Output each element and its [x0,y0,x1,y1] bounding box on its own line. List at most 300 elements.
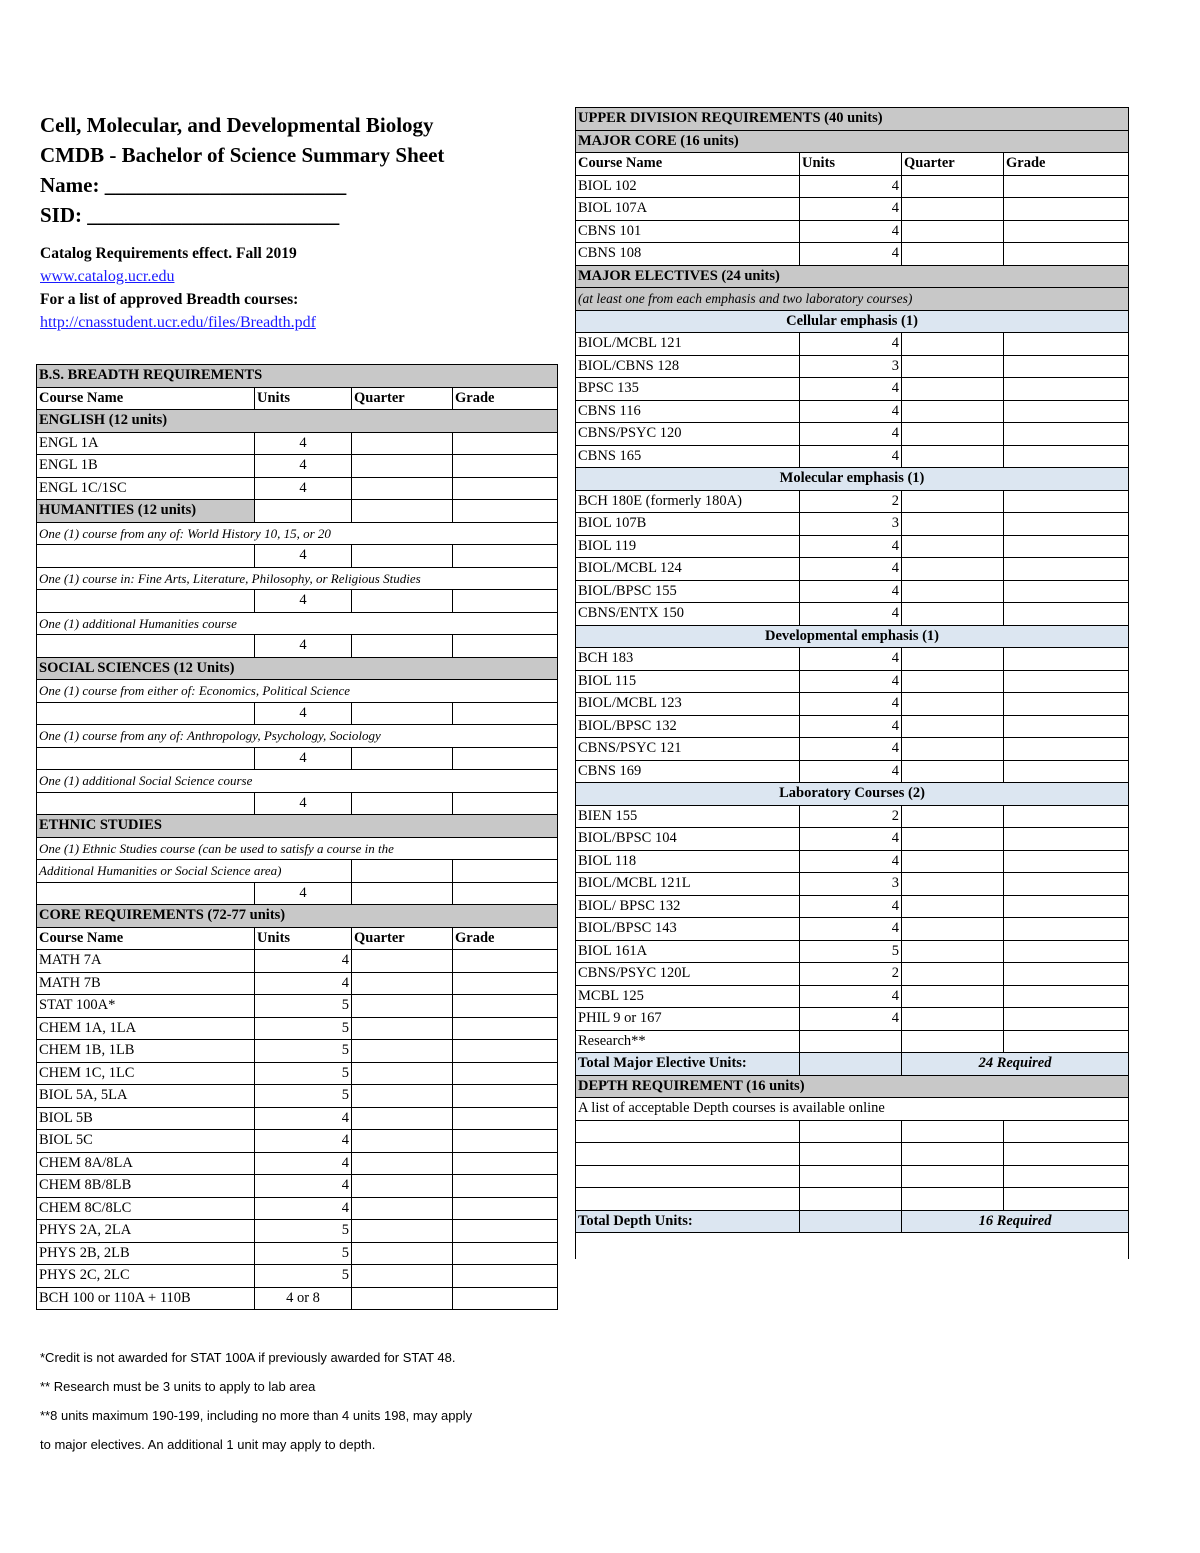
course-row [576,760,1129,783]
course-entry[interactable] [576,1188,800,1211]
course-entry[interactable] [37,792,255,815]
quarter-cell[interactable] [352,590,453,613]
grade-cell[interactable] [1004,175,1129,198]
quarter-cell[interactable] [902,355,1004,378]
units-cell[interactable] [800,1143,902,1166]
grade-cell[interactable] [1004,558,1129,581]
quarter-cell[interactable] [902,648,1004,671]
course-row [576,355,1129,378]
entry-row [37,545,558,568]
quarter-cell[interactable] [352,860,453,883]
quarter-cell[interactable] [352,1130,453,1153]
section-fill [453,500,558,523]
quarter-cell[interactable] [902,918,1004,941]
course-name: BIOL 5A, 5LA [37,1085,255,1108]
course-units: 4 [800,670,902,693]
quarter-cell[interactable] [902,963,1004,986]
course-entry[interactable] [37,702,255,725]
grade-cell[interactable] [1004,895,1129,918]
quarter-cell[interactable] [902,1030,1004,1053]
quarter-cell[interactable] [352,635,453,658]
quarter-cell[interactable] [902,828,1004,851]
grade-cell[interactable] [1004,490,1129,513]
course-units: 4 [800,558,902,581]
course-units: 4 [800,850,902,873]
quarter-cell[interactable] [902,1165,1004,1188]
blank-cell [576,1233,1129,1260]
grade-cell[interactable] [453,1107,558,1130]
entry-row [37,702,558,725]
grade-cell[interactable] [1004,243,1129,266]
course-units: 5 [255,1242,352,1265]
course-row [37,432,558,455]
requirement-note: One (1) course from any of: World History 10, 15, or 20 [37,522,558,545]
course-units: 4 [255,882,352,905]
course-units: 4 [255,1130,352,1153]
course-units: 2 [800,805,902,828]
grade-cell[interactable] [1004,760,1129,783]
col-header-course: Course Name [37,387,255,410]
grade-cell[interactable] [453,1017,558,1040]
course-units: 4 [255,1197,352,1220]
grade-cell[interactable] [1004,220,1129,243]
grade-cell[interactable] [453,1242,558,1265]
page-subtitle: CMDB - Bachelor of Science Summary Sheet [40,143,445,167]
note-row [37,770,558,793]
course-name: BIOL 115 [576,670,800,693]
course-entry[interactable] [576,1165,800,1188]
grade-cell[interactable] [1004,805,1129,828]
course-entry[interactable] [37,747,255,770]
course-name: BIOL/BPSC 132 [576,715,800,738]
course-name: MATH 7A [37,950,255,973]
quarter-cell[interactable] [902,580,1004,603]
quarter-cell[interactable] [352,455,453,478]
course-row [576,378,1129,401]
quarter-cell[interactable] [352,950,453,973]
grade-cell[interactable] [453,1175,558,1198]
grade-cell[interactable] [453,1130,558,1153]
course-name: CHEM 8A/8LA [37,1152,255,1175]
course-units: 4 [800,918,902,941]
quarter-cell[interactable] [352,1085,453,1108]
course-name: BIOL/ BPSC 132 [576,895,800,918]
quarter-cell[interactable] [352,882,453,905]
grade-cell[interactable] [1004,940,1129,963]
course-units: 3 [800,355,902,378]
quarter-cell[interactable] [352,1175,453,1198]
quarter-cell[interactable] [352,1040,453,1063]
course-name: ENGL 1A [37,432,255,455]
course-name: BIOL 107A [576,198,800,221]
course-row [37,1220,558,1243]
quarter-cell[interactable] [902,603,1004,626]
course-name: BIOL 161A [576,940,800,963]
page-title: Cell, Molecular, and Developmental Biology [40,113,434,137]
grade-cell[interactable] [453,950,558,973]
catalog-note: Catalog Requirements effect. Fall 2019 [40,245,297,262]
quarter-cell[interactable] [902,513,1004,536]
course-row [576,648,1129,671]
units-cell[interactable] [800,1165,902,1188]
col-header-quarter: Quarter [902,153,1004,176]
grade-cell[interactable] [1004,738,1129,761]
emphasis-title: Cellular emphasis (1) [576,310,1129,333]
quarter-cell[interactable] [902,760,1004,783]
course-name: BIOL/CBNS 128 [576,355,800,378]
total-fill [800,1053,902,1076]
section-title: ENGLISH (12 units) [37,410,558,433]
course-units: 4 [800,1008,902,1031]
grade-cell[interactable] [1004,333,1129,356]
requirement-note: One (1) course from any of: Anthropology, Psychology, Sociology [37,725,558,748]
course-name: CBNS 169 [576,760,800,783]
grade-cell[interactable] [1004,1143,1129,1166]
course-entry[interactable] [37,590,255,613]
requirement-note: One (1) additional Humanities course [37,612,558,635]
course-name: PHYS 2C, 2LC [37,1265,255,1288]
quarter-cell[interactable] [902,1008,1004,1031]
course-name: BIOL 119 [576,535,800,558]
grade-cell[interactable] [453,1040,558,1063]
course-name: PHYS 2A, 2LA [37,1220,255,1243]
grade-cell[interactable] [453,590,558,613]
quarter-cell[interactable] [902,1188,1004,1211]
course-name: PHYS 2B, 2LB [37,1242,255,1265]
course-name: BIOL/MCBL 121 [576,333,800,356]
course-name: BIOL/BPSC 104 [576,828,800,851]
course-entry[interactable] [576,1143,800,1166]
course-row [576,850,1129,873]
note-row [37,567,558,590]
grade-cell[interactable] [1004,513,1129,536]
course-row [576,918,1129,941]
breadth-link[interactable]: http://cnasstudent.ucr.edu/files/Breadth.pdf [40,314,316,331]
section-title: DEPTH REQUIREMENT (16 units) [576,1075,1129,1098]
quarter-cell[interactable] [352,972,453,995]
quarter-cell[interactable] [902,850,1004,873]
course-row [37,995,558,1018]
course-units: 4 [255,792,352,815]
quarter-cell[interactable] [352,1062,453,1085]
course-units: 5 [255,1265,352,1288]
course-name: CHEM 1A, 1LA [37,1017,255,1040]
col-header-grade: Grade [453,927,558,950]
quarter-cell[interactable] [902,243,1004,266]
quarter-cell[interactable] [352,1197,453,1220]
course-name: CBNS/ENTX 150 [576,603,800,626]
note-row [37,725,558,748]
course-units: 4 [800,985,902,1008]
course-name: CBNS 108 [576,243,800,266]
requirement-note: One (1) additional Social Science course [37,770,558,793]
emphasis-row [576,783,1129,806]
course-units: 4 [800,378,902,401]
course-units: 4 [255,590,352,613]
course-name: BIOL/MCBL 123 [576,693,800,716]
course-units: 4 [800,535,902,558]
course-name: BIOL 107B [576,513,800,536]
grade-cell[interactable] [453,1085,558,1108]
course-name: MATH 7B [37,972,255,995]
entry-row [37,882,558,905]
grade-cell[interactable] [1004,1008,1129,1031]
grade-cell[interactable] [453,702,558,725]
quarter-cell[interactable] [902,940,1004,963]
col-header-units: Units [255,387,352,410]
footnote: *Credit is not awarded for STAT 100A if previously awarded for STAT 48. [40,1350,456,1365]
quarter-cell[interactable] [352,1287,453,1310]
note-row [37,612,558,635]
quarter-cell[interactable] [902,873,1004,896]
quarter-cell[interactable] [902,490,1004,513]
grade-cell[interactable] [1004,580,1129,603]
entry-row [576,1165,1129,1188]
course-row [576,400,1129,423]
entry-row [37,590,558,613]
course-units: 4 [800,738,902,761]
course-row [576,535,1129,558]
catalog-link[interactable]: www.catalog.ucr.edu [40,268,175,285]
course-row [576,603,1129,626]
course-row [37,477,558,500]
quarter-cell[interactable] [902,333,1004,356]
course-row [576,985,1129,1008]
footnote: ** Research must be 3 units to apply to lab area [40,1379,316,1394]
note-row [37,837,558,860]
course-row [37,1130,558,1153]
sid-field[interactable]: SID: ________________________ [40,203,340,227]
quarter-cell[interactable] [902,693,1004,716]
quarter-cell[interactable] [352,995,453,1018]
section-title: MAJOR CORE (16 units) [576,130,1129,153]
emphasis-row [576,625,1129,648]
course-row [576,670,1129,693]
grade-cell[interactable] [1004,535,1129,558]
course-entry[interactable] [37,882,255,905]
grade-cell[interactable] [1004,985,1129,1008]
quarter-cell[interactable] [902,738,1004,761]
section-row [576,108,1129,131]
grade-cell[interactable] [1004,918,1129,941]
section-row [37,815,558,838]
grade-cell[interactable] [1004,1188,1129,1211]
grade-cell[interactable] [1004,1165,1129,1188]
grade-cell[interactable] [453,1265,558,1288]
requirement-note: (at least one from each emphasis and two laboratory courses) [576,288,1129,311]
quarter-cell[interactable] [352,747,453,770]
col-header-units: Units [800,153,902,176]
grade-cell[interactable] [1004,1120,1129,1143]
grade-cell[interactable] [453,747,558,770]
grade-cell[interactable] [1004,198,1129,221]
grade-cell[interactable] [453,792,558,815]
course-row [576,513,1129,536]
course-name: BPSC 135 [576,378,800,401]
quarter-cell[interactable] [352,432,453,455]
emphasis-row [576,310,1129,333]
grade-cell[interactable] [453,995,558,1018]
quarter-cell[interactable] [902,445,1004,468]
quarter-cell[interactable] [902,670,1004,693]
course-row [576,715,1129,738]
course-units: 4 [255,950,352,973]
course-name: BIOL/MCBL 124 [576,558,800,581]
units-cell[interactable] [800,1120,902,1143]
course-row [576,220,1129,243]
quarter-cell[interactable] [352,1220,453,1243]
total-required: 24 Required [902,1053,1129,1076]
course-entry[interactable] [37,635,255,658]
course-name: ENGL 1B [37,455,255,478]
units-cell[interactable] [800,1188,902,1211]
course-name: BIEN 155 [576,805,800,828]
course-name: BIOL 5B [37,1107,255,1130]
grade-cell[interactable] [1004,828,1129,851]
course-row [37,455,558,478]
course-entry[interactable] [576,1120,800,1143]
course-name: CBNS/PSYC 120L [576,963,800,986]
grade-cell[interactable] [453,545,558,568]
grade-cell[interactable] [1004,648,1129,671]
grade-cell[interactable] [1004,873,1129,896]
course-units: 4 [800,648,902,671]
course-entry[interactable] [37,545,255,568]
grade-cell[interactable] [1004,693,1129,716]
grade-cell[interactable] [1004,378,1129,401]
quarter-cell[interactable] [352,702,453,725]
grade-cell[interactable] [1004,423,1129,446]
grade-cell[interactable] [453,1197,558,1220]
depth-note: A list of acceptable Depth courses is available online [576,1098,1129,1121]
grade-cell[interactable] [1004,715,1129,738]
quarter-cell[interactable] [352,545,453,568]
header-row [576,153,1129,176]
col-header-course: Course Name [576,153,800,176]
quarter-cell[interactable] [352,792,453,815]
grade-cell[interactable] [1004,670,1129,693]
course-name: Research** [576,1030,800,1053]
course-row [576,580,1129,603]
quarter-cell[interactable] [902,805,1004,828]
section-row [37,500,558,523]
grade-cell[interactable] [1004,603,1129,626]
grade-cell[interactable] [1004,355,1129,378]
course-row [37,1107,558,1130]
entry-row [576,1188,1129,1211]
quarter-cell[interactable] [902,715,1004,738]
quarter-cell[interactable] [902,1143,1004,1166]
grade-cell[interactable] [1004,963,1129,986]
course-row [576,175,1129,198]
grade-cell[interactable] [453,1220,558,1243]
course-units: 5 [255,995,352,1018]
quarter-cell[interactable] [352,1242,453,1265]
course-name: BIOL 5C [37,1130,255,1153]
course-row [37,972,558,995]
course-row [37,1152,558,1175]
quarter-cell[interactable] [352,1265,453,1288]
course-name: CBNS/PSYC 120 [576,423,800,446]
entry-row [37,747,558,770]
quarter-cell[interactable] [902,400,1004,423]
quarter-cell[interactable] [352,1107,453,1130]
quarter-cell[interactable] [902,220,1004,243]
grade-cell[interactable] [453,1152,558,1175]
course-name: BIOL/BPSC 155 [576,580,800,603]
section-title: ETHNIC STUDIES [37,815,558,838]
quarter-cell[interactable] [352,1017,453,1040]
course-name: BIOL 102 [576,175,800,198]
quarter-cell[interactable] [902,558,1004,581]
grade-cell[interactable] [1004,400,1129,423]
course-name: CHEM 8C/8LC [37,1197,255,1220]
note-row [37,522,558,545]
section-title: HUMANITIES (12 units) [37,500,255,523]
note-row [576,288,1129,311]
section-row [37,657,558,680]
quarter-cell[interactable] [902,423,1004,446]
quarter-cell[interactable] [902,378,1004,401]
grade-cell[interactable] [453,860,558,883]
grade-cell[interactable] [453,1062,558,1085]
grade-cell[interactable] [453,882,558,905]
section-title: SOCIAL SCIENCES (12 Units) [37,657,558,680]
col-header-units: Units [255,927,352,950]
name-field[interactable]: Name: _______________________ [40,173,347,197]
quarter-cell[interactable] [902,985,1004,1008]
quarter-cell[interactable] [902,895,1004,918]
quarter-cell[interactable] [352,1152,453,1175]
course-units: 4 [800,693,902,716]
course-name: BCH 183 [576,648,800,671]
section-fill [352,500,453,523]
grade-cell[interactable] [453,1287,558,1310]
grade-cell[interactable] [1004,1030,1129,1053]
course-name: STAT 100A* [37,995,255,1018]
course-row [576,445,1129,468]
quarter-cell[interactable] [902,198,1004,221]
course-units: 5 [255,1085,352,1108]
grade-cell[interactable] [453,432,558,455]
quarter-cell[interactable] [902,175,1004,198]
grade-cell[interactable] [453,455,558,478]
col-header-grade: Grade [453,387,558,410]
grade-cell[interactable] [453,477,558,500]
section-row [37,905,558,928]
section-title: MAJOR ELECTIVES (24 units) [576,265,1129,288]
requirement-note: Additional Humanities or Social Science area) [37,860,352,883]
course-units: 4 [800,333,902,356]
quarter-cell[interactable] [902,535,1004,558]
course-row [576,940,1129,963]
course-units: 3 [800,513,902,536]
course-units: 4 [255,1152,352,1175]
grade-cell[interactable] [1004,445,1129,468]
course-row [576,963,1129,986]
course-row [576,805,1129,828]
course-row [576,558,1129,581]
grade-cell[interactable] [453,635,558,658]
grade-cell[interactable] [453,972,558,995]
course-row [576,895,1129,918]
course-units: 4 [800,198,902,221]
quarter-cell[interactable] [902,1120,1004,1143]
course-units: 5 [800,940,902,963]
quarter-cell[interactable] [352,477,453,500]
course-units: 4 [255,1175,352,1198]
grade-cell[interactable] [1004,850,1129,873]
